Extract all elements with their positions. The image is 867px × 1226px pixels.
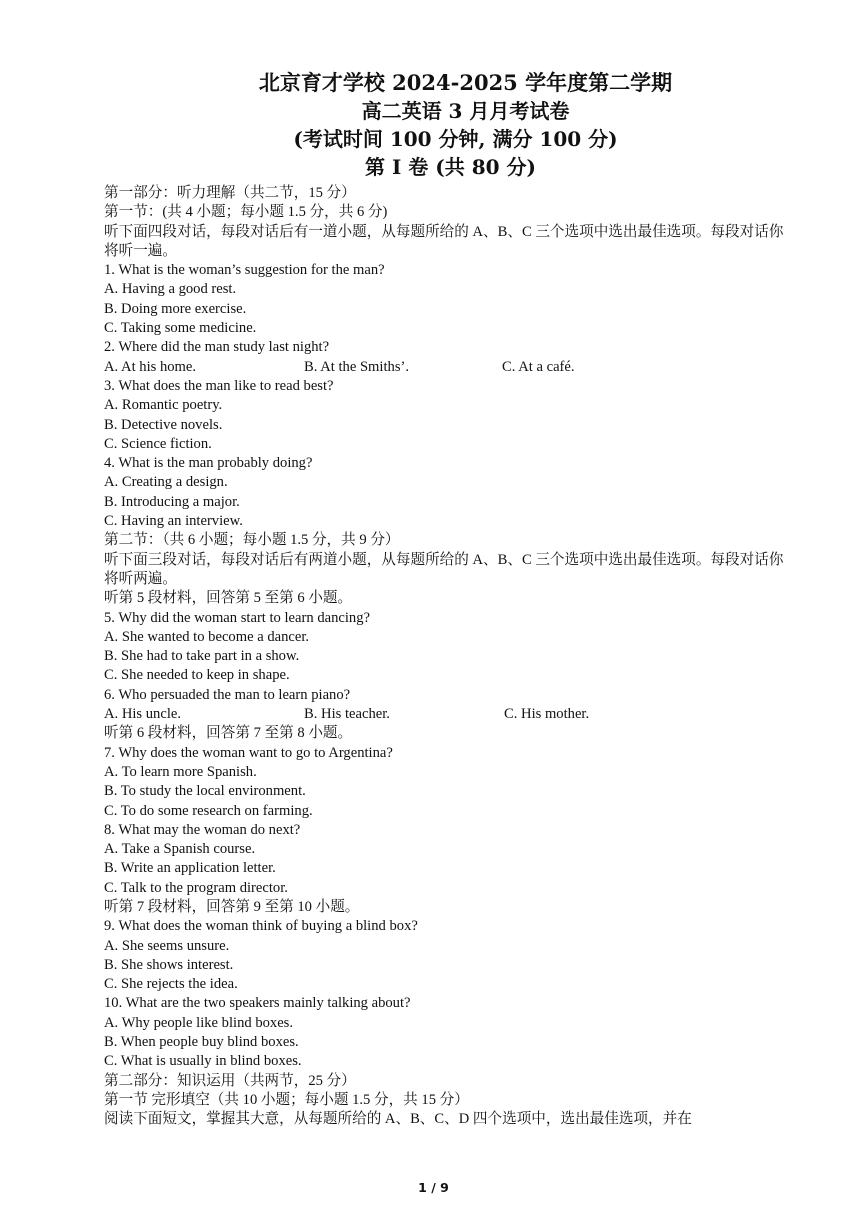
question-9-option-c: C. She rejects the idea. bbox=[104, 976, 238, 993]
section1-heading: 第一节：(共 4 小题；每小题 1.5 分，共 6 分) bbox=[104, 204, 388, 221]
question-10-option-c: C. What is usually in blind boxes. bbox=[104, 1053, 302, 1070]
section1-instruction: 听下面四段对话，每段对话后有一道小题，从每题所给的 A、B、C 三个选项中选出最佳选项。每段对话你将听一遍。 bbox=[104, 223, 784, 259]
question-8-option-c: C. Talk to the program director. bbox=[104, 879, 288, 896]
part2-heading: 第二部分：知识运用（共两节，25 分） bbox=[104, 1072, 356, 1089]
question-9-stem: 9. What does the woman think of buying a blind box? bbox=[104, 918, 418, 935]
question-7-stem: 7. Why does the woman want to go to Argentina? bbox=[104, 744, 393, 761]
question-2-options bbox=[104, 358, 787, 377]
question-6-option-c: C. His mother. bbox=[504, 706, 590, 723]
question-2-stem: 2. Where did the man study last night? bbox=[104, 339, 330, 356]
question-8-option-b: B. Write an application letter. bbox=[104, 860, 276, 877]
material-5-note: 听第 5 段材料，回答第 5 至第 6 小题。 bbox=[104, 590, 353, 607]
question-4-stem: 4. What is the man probably doing? bbox=[104, 455, 313, 472]
question-6-option-a: A. His uncle. bbox=[104, 706, 182, 723]
question-4-option-c: C. Having an interview. bbox=[104, 513, 243, 530]
question-6-option-b: B. His teacher. bbox=[304, 706, 390, 723]
question-3-option-c: C. Science fiction. bbox=[104, 435, 212, 452]
question-2-option-c: C. At a café. bbox=[502, 358, 575, 375]
question-7-option-b: B. To study the local environment. bbox=[104, 783, 306, 800]
section2-heading: 第二节：（共 6 小题；每小题 1.5 分，共 9 分） bbox=[104, 532, 400, 549]
question-10-option-b: B. When people buy blind boxes. bbox=[104, 1034, 299, 1051]
question-2-option-b: B. At the Smiths’. bbox=[304, 358, 410, 375]
question-3-option-b: B. Detective novels. bbox=[104, 416, 223, 433]
exam-header bbox=[104, 68, 787, 181]
question-10-stem: 10. What are the two speakers mainly talking about? bbox=[104, 995, 411, 1012]
part2-instruction: 阅读下面短文，掌握其大意，从每题所给的 A、B、C、D 四个选项中，选出最佳选项，并在 bbox=[104, 1111, 692, 1128]
section2-instruction: 听下面三段对话，每段对话后有两道小题，从每题所给的 A、B、C 三个选项中选出最佳选项。每段对话你将听两遍。 bbox=[104, 551, 784, 587]
question-1-option-c: C. Taking some medicine. bbox=[104, 320, 257, 337]
question-3-option-a: A. Romantic poetry. bbox=[104, 397, 223, 414]
question-4-option-b: B. Introducing a major. bbox=[104, 493, 240, 510]
exam-body bbox=[104, 184, 787, 1130]
question-10-option-a: A. Why people like blind boxes. bbox=[104, 1014, 294, 1031]
material-7-note: 听第 7 段材料，回答第 9 至第 10 小题。 bbox=[104, 898, 360, 915]
exam-title: 高二英语 3 月月考试卷 bbox=[361, 99, 570, 123]
time-note: (考试时间 100 分钟, 满分 100 分) bbox=[293, 127, 618, 151]
question-3-stem: 3. What does the man like to read best? bbox=[104, 377, 334, 394]
question-6-options bbox=[104, 705, 787, 724]
question-5-option-a: A. She wanted to become a dancer. bbox=[104, 628, 310, 645]
part2-section1-heading: 第一节 完形填空（共 10 小题；每小题 1.5 分，共 15 分） bbox=[104, 1091, 469, 1108]
question-9-option-a: A. She seems unsure. bbox=[104, 937, 230, 954]
question-7-option-a: A. To learn more Spanish. bbox=[104, 763, 257, 780]
question-8-option-a: A. Take a Spanish course. bbox=[104, 841, 256, 858]
page-number: 1 / 9 bbox=[418, 1180, 449, 1195]
question-8-stem: 8. What may the woman do next? bbox=[104, 821, 301, 838]
question-1-option-a: A. Having a good rest. bbox=[104, 281, 237, 298]
school-line: 北京育才学校 2024-2025 学年度第二学期 bbox=[258, 70, 673, 95]
question-5-stem: 5. Why did the woman start to learn dancing? bbox=[104, 609, 370, 626]
question-4-option-a: A. Creating a design. bbox=[104, 474, 228, 491]
question-5-option-b: B. She had to take part in a show. bbox=[104, 648, 300, 665]
question-6-stem: 6. Who persuaded the man to learn piano? bbox=[104, 686, 351, 703]
part1-heading: 第一部分：听力理解（共二节，15 分） bbox=[104, 185, 356, 201]
question-5-option-c: C. She needed to keep in shape. bbox=[104, 667, 290, 684]
volume-title: 第 I 卷 (共 80 分) bbox=[365, 155, 536, 179]
question-1-stem: 1. What is the woman’s suggestion for the man? bbox=[104, 262, 385, 279]
question-2-option-a: A. At his home. bbox=[104, 358, 197, 375]
question-7-option-c: C. To do some research on farming. bbox=[104, 802, 313, 819]
question-9-option-b: B. She shows interest. bbox=[104, 956, 234, 973]
material-6-note: 听第 6 段材料，回答第 7 至第 8 小题。 bbox=[104, 725, 353, 742]
question-1-option-b: B. Doing more exercise. bbox=[104, 300, 247, 317]
